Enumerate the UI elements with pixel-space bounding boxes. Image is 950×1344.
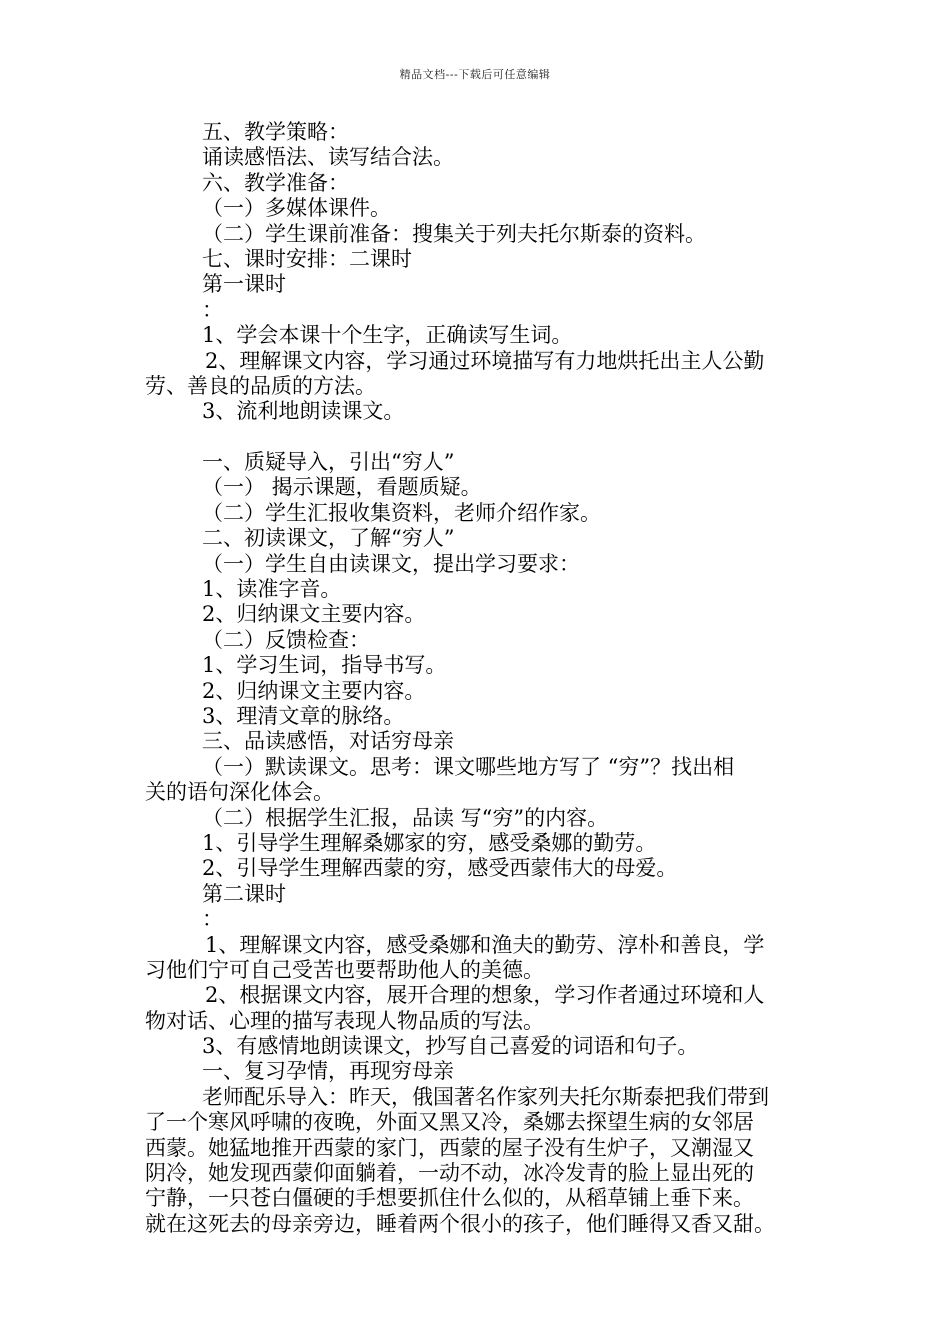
list-item: 3、流利地朗读课文。 [202,399,405,424]
list-item: 2、引导学生理解西蒙的穷，感受西蒙伟大的母爱。 [202,856,678,881]
paragraph-line: 西蒙。她猛地推开西蒙的家门，西蒙的屋子没有生炉子，又潮湿又 [145,1135,754,1160]
list-item: （二）反馈检查： [202,627,370,652]
list-item: （二）根据学生汇报，品读 写“穷”的内容。 [202,805,609,830]
paragraph: ： [202,907,223,932]
paragraph: ： [202,297,223,322]
paragraph-line: 老师配乐导入：昨天，俄国著名作家列夫托尔斯泰把我们带到 [202,1084,769,1109]
list-item: （二）学生课前准备：搜集关于列夫托尔斯泰的资料。 [202,221,706,246]
page-header: 精品文档---下载后可任意编辑 [399,68,551,81]
section-heading: 二、初读课文，了解“穷人” [202,526,455,551]
list-item-continued: 劳、善良的品质的方法。 [145,373,376,398]
list-item: （二）学生汇报收集资料，老师介绍作家。 [202,500,601,525]
list-item-continued: 习他们宁可自己受苦也要帮助他人的美德。 [145,957,544,982]
list-item: 1、学习生词，指导书写。 [202,653,447,678]
document-body [145,120,825,1237]
list-item: 3、有感情地朗读课文，抄写自己喜爱的词语和句子。 [202,1034,699,1059]
section-heading: 三、品读感悟，对话穷母亲 [202,729,454,754]
list-item-continued: 物对话、心理的描写表现人物品质的写法。 [145,1008,544,1033]
list-item: （一）默读课文。思考：课文哪些地方写了 “穷”？找出相 [202,754,735,779]
heading-first-lesson: 第一课时 [202,272,286,297]
paragraph-line: 了一个寒风呼啸的夜晚，外面又黑又冷，桑娜去探望生病的女邻居 [145,1110,754,1135]
list-item: （一）多媒体课件。 [202,196,391,221]
list-item: 1、读准字音。 [202,577,342,602]
list-item: 2、归纳课文主要内容。 [202,678,426,703]
heading-teaching-strategy: 五、教学策略： [202,120,349,144]
section-heading: 一、质疑导入，引出“穷人” [202,450,455,475]
paragraph-line: 宁静，一只苍白僵硬的手想要抓住什么似的，从稻草铺上垂下来。 [145,1186,754,1211]
list-item: （一） 揭示课题，看题质疑。 [202,475,482,500]
blank-line [145,425,825,450]
list-item: （一）学生自由读课文，提出学习要求： [202,551,580,576]
list-item: 2、归纳课文主要内容。 [202,602,426,627]
list-item-continued: 关的语句深化体会。 [145,780,334,805]
list-item: 2、理解课文内容，学习通过环境描写有力地烘托出主人公勤 [205,348,765,373]
paragraph-line: 就在这死去的母亲旁边，睡着两个很小的孩子，他们睡得又香又甜。 [145,1211,775,1236]
heading-class-arrangement: 七、课时安排：二课时 [202,246,412,271]
list-item: 3、理清文章的脉络。 [202,703,405,728]
paragraph-line: 阴冷，她发现西蒙仰面躺着，一动不动，冰冷发青的脸上显出死的 [145,1161,754,1186]
list-item: 2、根据课文内容，展开合理的想象，学习作者通过环境和人 [205,983,765,1008]
section-heading: 一、复习孕情，再现穷母亲 [202,1059,454,1084]
heading-teaching-preparation: 六、教学准备： [202,170,349,195]
list-item: 1、理解课文内容，感受桑娜和渔夫的勤劳、淳朴和善良，学 [205,932,765,957]
heading-second-lesson: 第二课时 [202,881,286,906]
list-item: 1、学会本课十个生字，正确读写生词。 [202,323,573,348]
paragraph: 诵读感悟法、读写结合法。 [202,145,454,170]
list-item: 1、引导学生理解桑娜家的穷，感受桑娜的勤劳。 [202,830,657,855]
